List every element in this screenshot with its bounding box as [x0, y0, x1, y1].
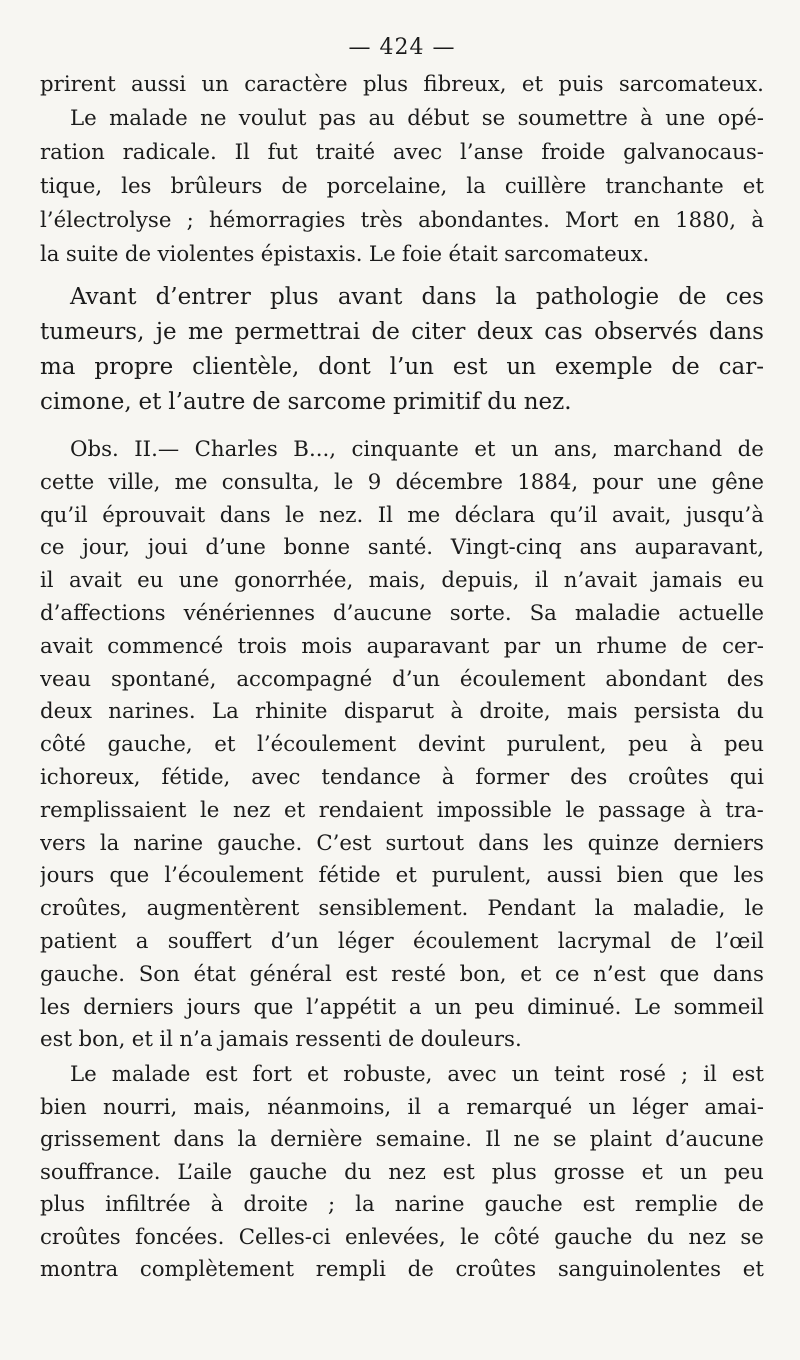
text-line: la suite de violentes épistaxis. Le foie était sarcomateux.: [40, 242, 650, 267]
text-line: vers la narine gauche. C’est surtout dans les quinze derniers: [40, 830, 764, 856]
text-line: tumeurs, je me permettrai de citer deux cas observés dans: [40, 319, 764, 345]
text-line: ce jour, joui d’une bonne santé. Vingt-cinq ans auparavant,: [40, 535, 764, 561]
text-line: souffrance. L’aile gauche du nez est plus grosse et un peu: [40, 1159, 764, 1185]
text-line: il avait eu une gonorrhée, mais, depuis, il n’avait jamais eu: [40, 568, 764, 594]
paragraph-1: [40, 68, 764, 272]
text-line: Avant d’entrer plus avant dans la pathologie de ces: [70, 284, 764, 310]
paragraph-3: [40, 434, 764, 1057]
text-line: plus infiltrée à droite ; la narine gauche est remplie de: [40, 1192, 764, 1218]
text-line: l’électrolyse ; hémorragies très abondantes. Mort en 1880, à: [40, 208, 764, 233]
text-line: d’affections vénériennes d’aucune sorte. Sa maladie actuelle: [40, 600, 764, 626]
text-line: côté gauche, et l’écoulement devint purulent, peu à peu: [40, 732, 764, 758]
paragraph-4: [40, 1059, 764, 1287]
text-line: deux narines. La rhinite disparut à droite, mais persista du: [40, 699, 764, 725]
text-line: ration radicale. Il fut traité avec l’anse froide galvanocaus-: [40, 140, 764, 165]
text-line: grissement dans la dernière semaine. Il ne se plaint d’aucune: [40, 1127, 764, 1153]
text-line: tique, les brûleurs de porcelaine, la cuillère tranchante et: [40, 174, 764, 199]
text-line: les derniers jours que l’appétit a un peu diminué. Le sommeil: [40, 994, 764, 1020]
text-line: Le malade est fort et robuste, avec un teint rosé ; il est: [70, 1062, 764, 1088]
text-line: croûtes, augmentèrent sensiblement. Pendant la maladie, le: [40, 896, 764, 922]
text-line: gauche. Son état général est resté bon, et ce n’est que dans: [40, 961, 764, 987]
text-line: jours que l’écoulement fétide et purulent, aussi bien que les: [40, 863, 764, 889]
text-line: qu’il éprouvait dans le nez. Il me déclara qu’il avait, jusqu’à: [40, 502, 764, 528]
text-line: Le malade ne voulut pas au début se soumettre à une opé-: [70, 106, 764, 131]
document-page: [40, 28, 764, 1287]
text-line: ma propre clientèle, dont l’un est un exemple de car-: [40, 354, 764, 380]
text-line: est bon, et il n’a jamais ressenti de douleurs.: [40, 1027, 522, 1053]
text-line: ichoreux, fétide, avec tendance à former des croûtes qui: [40, 764, 764, 790]
text-line: veau spontané, accompagné d’un écoulement abondant des: [40, 666, 764, 692]
text-line: patient a souffert d’un léger écoulement lacrymal de l’œil: [40, 928, 764, 954]
text-line: Obs. II.— Charles B..., cinquante et un ans, marchand de: [70, 437, 764, 462]
text-line: avait commencé trois mois auparavant par un rhume de cer-: [40, 633, 764, 659]
paragraph-2: [40, 280, 764, 420]
text-line: cette ville, me consulta, le 9 décembre 1884, pour une gêne: [40, 469, 764, 495]
text-line: cimone, et l’autre de sarcome primitif du nez.: [40, 389, 572, 415]
text-line: remplissaient le nez et rendaient impossible le passage à tra-: [40, 797, 764, 823]
text-line: prirent aussi un caractère plus fibreux, et puis sarcomateux.: [40, 72, 764, 97]
page-number: — 424 —: [348, 35, 456, 60]
text-line: montra complètement rempli de croûtes sanguinolentes et: [40, 1257, 764, 1283]
text-line: croûtes foncées. Celles-ci enlevées, le côté gauche du nez se: [40, 1224, 764, 1250]
text-line: bien nourri, mais, néanmoins, il a remarqué un léger amai-: [40, 1094, 764, 1120]
